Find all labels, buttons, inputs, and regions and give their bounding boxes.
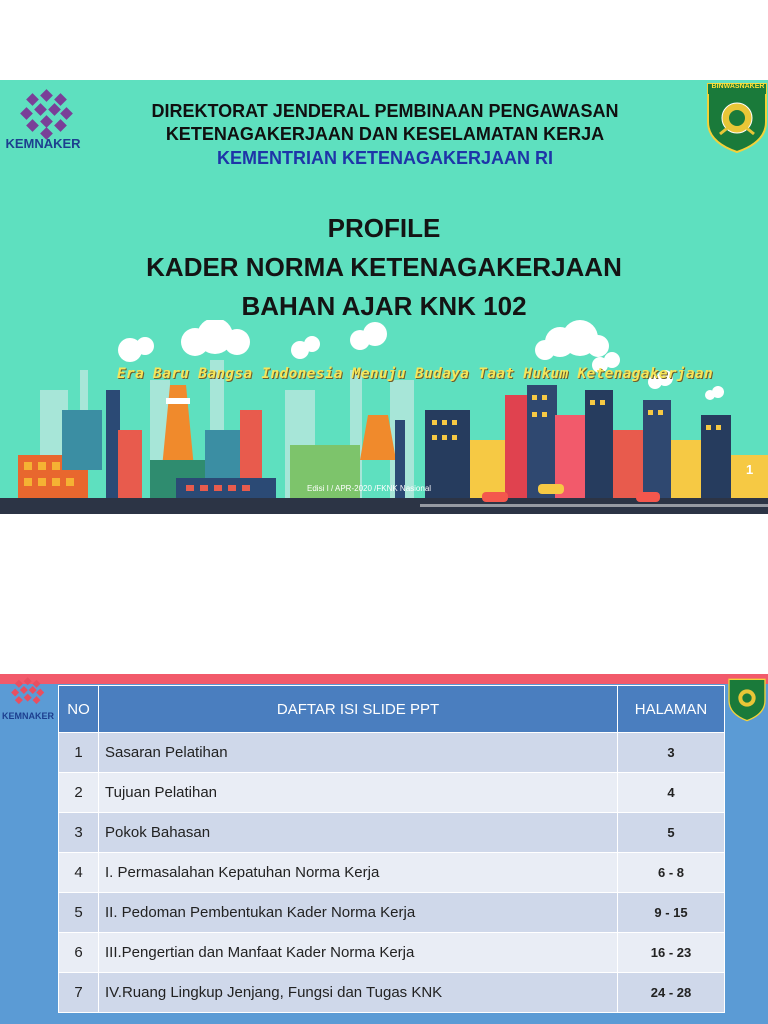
title-line-2: KADER NORMA KETENAGAKERJAAN [146,252,622,282]
top-accent-bar [0,674,768,684]
row-title: Sasaran Pelatihan [99,733,618,773]
row-title: Tujuan Pelatihan [99,773,618,813]
row-page: 3 [618,733,725,773]
slogan: Era Baru Bangsa Indonesia Menuju Budaya Taat Hukum Ketenagakerjaan [117,366,713,382]
binwasnaker-emblem-icon [726,674,768,722]
slide-2 [0,674,768,1024]
row-page: 24 - 28 [618,973,725,1013]
row-page: 16 - 23 [618,933,725,973]
binwasnaker-emblem-icon [706,82,768,154]
header-line-1: DIREKTORAT JENDERAL PEMBINAAN PENGAWASAN [151,101,619,121]
row-title: I. Permasalahan Kepatuhan Norma Kerja [99,853,618,893]
table-row [59,973,725,1013]
row-title: II. Pedoman Pembentukan Kader Norma Kerja [99,893,618,933]
row-number: 2 [59,773,99,813]
table-of-contents [58,685,725,1013]
row-title: IV.Ruang Lingkup Jenjang, Fungsi dan Tugas KNK [99,973,618,1013]
slide-1 [0,80,768,514]
kemnaker-logo-icon [6,676,50,716]
row-page: 9 - 15 [618,893,725,933]
row-title: Pokok Bahasan [99,813,618,853]
slide-number: 1 [746,462,754,477]
title-line-1: PROFILE [327,213,441,243]
table-row [59,813,725,853]
row-page: 6 - 8 [618,853,725,893]
table-row [59,933,725,973]
column-header-title: DAFTAR ISI SLIDE PPT [99,686,618,733]
row-number: 5 [59,893,99,933]
binwasnaker-emblem-text: BINWASNAKER [711,83,765,90]
row-number: 7 [59,973,99,1013]
table-row [59,853,725,893]
row-number: 6 [59,933,99,973]
title-line-3: BAHAN AJAR KNK 102 [241,291,527,321]
kemnaker-logo-text: KEMNAKER [5,136,81,151]
kemnaker-logo-text: KEMNAKER [1,711,54,721]
header-line-2: KETENAGAKERJAAN DAN KESELAMATAN KERJA [165,124,605,144]
column-header-page: HALAMAN [618,686,725,733]
row-number: 4 [59,853,99,893]
row-title: III.Pengertian dan Manfaat Kader Norma Kerja [99,933,618,973]
row-number: 1 [59,733,99,773]
table-row [59,773,725,813]
row-number: 3 [59,813,99,853]
header-line-3: KEMENTRIAN KETENAGAKERJAAN RI [216,148,553,168]
column-header-no: NO [59,686,99,733]
row-page: 5 [618,813,725,853]
table-row [59,733,725,773]
row-page: 4 [618,773,725,813]
table-row [59,893,725,933]
edition-text: Edisi I / APR-2020 /FKNK Nasional [307,484,432,493]
